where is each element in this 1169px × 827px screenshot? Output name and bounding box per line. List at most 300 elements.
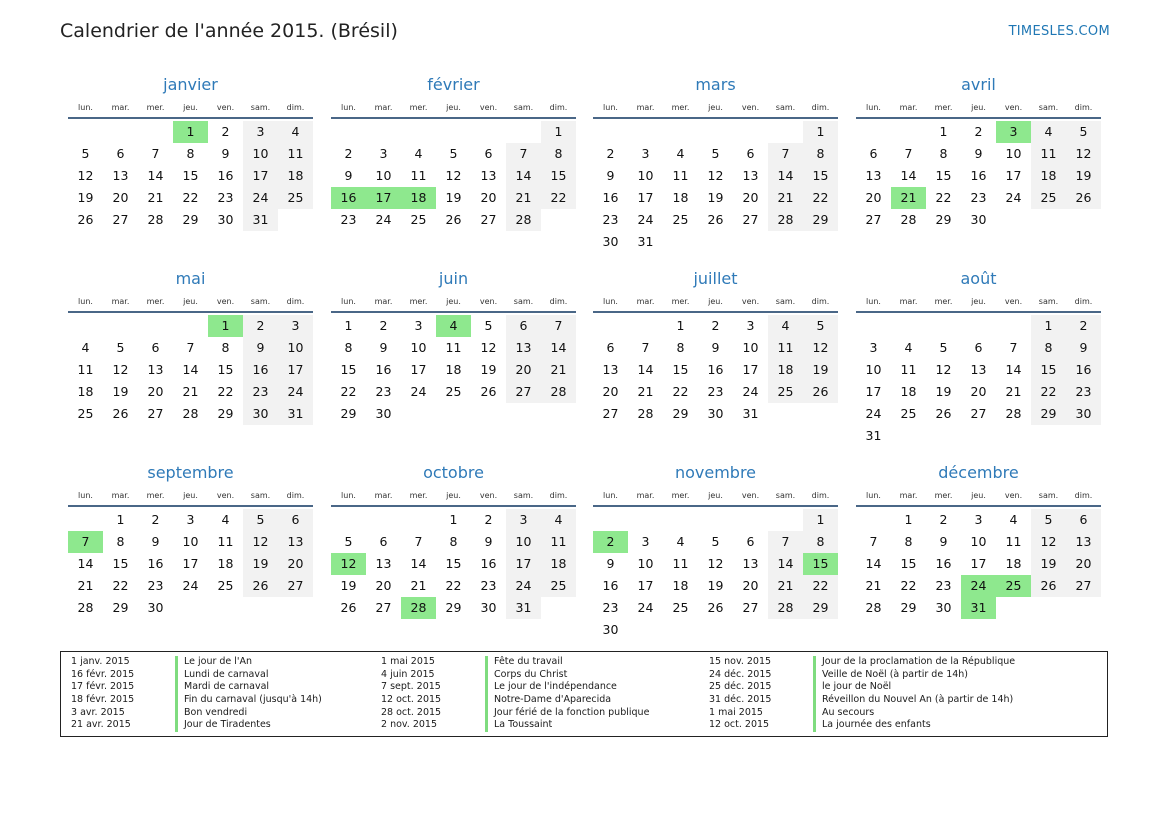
- holiday-day-cell: 12: [331, 553, 366, 575]
- day-cell: 28: [768, 209, 803, 231]
- weekday-label: ven.: [1004, 102, 1023, 112]
- day-cell: 24: [742, 384, 759, 399]
- month-block: [593, 267, 838, 425]
- day-grid: [856, 315, 1101, 447]
- empty-cell: [506, 121, 541, 143]
- day-cell: 4: [414, 146, 423, 161]
- holiday-row: [371, 707, 649, 720]
- day-cell: 12: [243, 531, 278, 553]
- holiday-legend: [60, 651, 1108, 737]
- day-cell: 8: [904, 534, 913, 549]
- day-cell: 20: [742, 578, 759, 593]
- day-cell: 29: [340, 406, 357, 421]
- day-cell: 13: [147, 362, 164, 377]
- day-cell: 4: [81, 340, 90, 355]
- day-cell: 9: [243, 337, 278, 359]
- day-cell: 30: [935, 600, 952, 615]
- day-cell: 6: [974, 340, 983, 355]
- day-grid: [68, 121, 313, 231]
- day-cell: 6: [606, 340, 615, 355]
- weekday-label: lun.: [78, 102, 93, 112]
- day-cell: 25: [1031, 187, 1066, 209]
- day-cell: 28: [506, 209, 541, 231]
- day-cell: 11: [672, 168, 689, 183]
- day-cell: 17: [506, 553, 541, 575]
- weekday-label: dim.: [286, 490, 305, 500]
- day-cell: 24: [243, 187, 278, 209]
- holiday-day-cell: 17: [366, 187, 401, 209]
- holiday-row: [61, 694, 322, 707]
- weekday-label: mer.: [671, 490, 690, 500]
- page-title: Calendrier de l'année 2015. (Brésil): [60, 20, 398, 42]
- holiday-name: Au secours: [813, 707, 874, 720]
- day-cell: 14: [182, 362, 199, 377]
- day-cell: 9: [344, 168, 353, 183]
- day-cell: 19: [243, 553, 278, 575]
- day-cell: 30: [147, 600, 164, 615]
- holiday-name: Lundi de carnaval: [175, 669, 268, 682]
- day-cell: 11: [445, 340, 462, 355]
- day-cell: 29: [217, 406, 234, 421]
- day-cell: 26: [1066, 187, 1101, 209]
- day-cell: 26: [707, 212, 724, 227]
- weekday-label: lun.: [341, 296, 356, 306]
- day-cell: 7: [768, 143, 803, 165]
- day-cell: 31: [742, 406, 759, 421]
- day-cell: 28: [637, 406, 654, 421]
- day-cell: 24: [1005, 190, 1022, 205]
- day-cell: 28: [1005, 406, 1022, 421]
- day-cell: 12: [445, 168, 462, 183]
- day-cell: 2: [344, 146, 353, 161]
- day-cell: 24: [506, 575, 541, 597]
- month-name: décembre: [938, 463, 1019, 482]
- day-cell: 29: [803, 597, 838, 619]
- weekday-label: sam.: [775, 296, 796, 306]
- day-cell: 24: [410, 384, 427, 399]
- day-cell: 30: [707, 406, 724, 421]
- weekday-label: sam.: [775, 490, 796, 500]
- day-cell: 10: [506, 531, 541, 553]
- day-cell: 4: [676, 534, 685, 549]
- day-cell: 11: [217, 534, 234, 549]
- day-cell: 30: [217, 212, 234, 227]
- holiday-day-cell: 24: [961, 575, 996, 597]
- day-cell: 29: [803, 209, 838, 231]
- day-cell: 11: [278, 143, 313, 165]
- weekday-label: mer.: [146, 102, 165, 112]
- day-cell: 28: [900, 212, 917, 227]
- holiday-row: [61, 707, 322, 720]
- day-cell: 10: [410, 340, 427, 355]
- weekday-label: jeu.: [183, 490, 198, 500]
- day-cell: 1: [116, 512, 125, 527]
- day-cell: 11: [1005, 534, 1022, 549]
- day-cell: 27: [742, 212, 759, 227]
- day-cell: 26: [803, 381, 838, 403]
- day-cell: 7: [1009, 340, 1018, 355]
- holiday-row: [699, 694, 1015, 707]
- day-cell: 14: [147, 168, 164, 183]
- holiday-row: [61, 719, 322, 732]
- day-cell: 29: [900, 600, 917, 615]
- day-cell: 12: [707, 168, 724, 183]
- day-cell: 9: [606, 168, 615, 183]
- weekday-label: dim.: [286, 102, 305, 112]
- day-grid: [593, 315, 838, 425]
- day-cell: 12: [1066, 143, 1101, 165]
- day-cell: 12: [112, 362, 129, 377]
- day-cell: 5: [344, 534, 353, 549]
- holiday-day-cell: 18: [401, 187, 436, 209]
- day-cell: 13: [742, 556, 759, 571]
- weekday-label: mer.: [934, 490, 953, 500]
- day-cell: 5: [939, 340, 948, 355]
- day-cell: 2: [243, 315, 278, 337]
- day-cell: 15: [340, 362, 357, 377]
- day-cell: 4: [676, 146, 685, 161]
- day-cell: 3: [869, 340, 878, 355]
- day-cell: 19: [707, 578, 724, 593]
- day-cell: 20: [506, 359, 541, 381]
- day-cell: 24: [375, 212, 392, 227]
- day-cell: 6: [746, 534, 755, 549]
- day-cell: 22: [182, 190, 199, 205]
- day-cell: 16: [480, 556, 497, 571]
- day-cell: 6: [379, 534, 388, 549]
- weekday-header: [331, 485, 576, 507]
- holiday-day-cell: 1: [173, 121, 208, 143]
- holiday-date: 31 déc. 2015: [709, 694, 772, 706]
- weekday-label: mer.: [146, 296, 165, 306]
- weekday-label: mar.: [374, 102, 393, 112]
- weekday-label: sam.: [250, 490, 271, 500]
- empty-cell: [628, 509, 663, 531]
- day-cell: 21: [541, 359, 576, 381]
- month-name: juillet: [693, 269, 738, 288]
- day-cell: 2: [1066, 315, 1101, 337]
- day-cell: 8: [541, 143, 576, 165]
- weekday-header: [593, 97, 838, 119]
- day-cell: 20: [742, 190, 759, 205]
- day-cell: 27: [602, 406, 619, 421]
- day-cell: 3: [379, 146, 388, 161]
- day-cell: 17: [637, 578, 654, 593]
- day-cell: 9: [939, 534, 948, 549]
- day-cell: 7: [186, 340, 195, 355]
- day-grid: [593, 121, 838, 253]
- weekday-label: jeu.: [708, 296, 723, 306]
- day-cell: 1: [541, 121, 576, 143]
- weekday-label: lun.: [603, 102, 618, 112]
- day-cell: 22: [445, 578, 462, 593]
- holiday-date: 25 déc. 2015: [709, 681, 772, 693]
- holiday-name: Le jour de l'indépendance: [485, 681, 617, 694]
- day-cell: 10: [243, 143, 278, 165]
- day-cell: 15: [672, 362, 689, 377]
- weekday-label: dim.: [286, 296, 305, 306]
- day-cell: 17: [243, 165, 278, 187]
- weekday-label: lun.: [603, 490, 618, 500]
- holiday-day-cell: 2: [593, 531, 628, 553]
- holiday-row: [371, 669, 649, 682]
- day-cell: 7: [768, 531, 803, 553]
- empty-cell: [593, 121, 628, 143]
- empty-cell: [103, 121, 138, 143]
- holiday-day-cell: 25: [996, 575, 1031, 597]
- day-cell: 18: [672, 190, 689, 205]
- weekday-label: sam.: [1038, 296, 1059, 306]
- day-cell: 25: [672, 212, 689, 227]
- weekday-label: sam.: [513, 102, 534, 112]
- day-cell: 17: [182, 556, 199, 571]
- day-cell: 2: [939, 512, 948, 527]
- day-cell: 8: [344, 340, 353, 355]
- day-cell: 3: [641, 534, 650, 549]
- weekday-label: mer.: [934, 102, 953, 112]
- day-cell: 7: [541, 315, 576, 337]
- holiday-date: 24 déc. 2015: [709, 668, 772, 680]
- holiday-date: 1 mai 2015: [381, 656, 435, 667]
- empty-cell: [996, 315, 1031, 337]
- day-cell: 30: [375, 406, 392, 421]
- day-cell: 30: [602, 234, 619, 249]
- day-cell: 20: [278, 553, 313, 575]
- day-cell: 5: [1031, 509, 1066, 531]
- day-cell: 29: [672, 406, 689, 421]
- weekday-header: [68, 291, 313, 313]
- day-cell: 7: [414, 534, 423, 549]
- day-cell: 2: [974, 124, 983, 139]
- empty-cell: [733, 121, 768, 143]
- day-cell: 21: [147, 190, 164, 205]
- day-cell: 5: [803, 315, 838, 337]
- empty-cell: [698, 509, 733, 531]
- day-cell: 10: [1005, 146, 1022, 161]
- empty-cell: [436, 121, 471, 143]
- site-link[interactable]: TIMESLES.COM: [1008, 24, 1110, 39]
- day-cell: 19: [1031, 553, 1066, 575]
- day-cell: 23: [602, 212, 619, 227]
- day-cell: 13: [278, 531, 313, 553]
- holiday-row: [371, 681, 649, 694]
- day-cell: 22: [340, 384, 357, 399]
- day-cell: 14: [865, 556, 882, 571]
- day-cell: 1: [344, 318, 353, 333]
- day-cell: 20: [112, 190, 129, 205]
- weekday-label: jeu.: [708, 102, 723, 112]
- day-cell: 6: [1066, 509, 1101, 531]
- weekday-label: jeu.: [446, 102, 461, 112]
- weekday-label: lun.: [78, 490, 93, 500]
- empty-cell: [768, 509, 803, 531]
- holiday-day-cell: 15: [803, 553, 838, 575]
- day-cell: 10: [637, 168, 654, 183]
- day-cell: 8: [186, 146, 195, 161]
- day-cell: 30: [480, 600, 497, 615]
- day-cell: 2: [151, 512, 160, 527]
- weekday-label: ven.: [216, 490, 235, 500]
- day-cell: 5: [1066, 121, 1101, 143]
- weekday-label: dim.: [1074, 296, 1093, 306]
- day-cell: 12: [803, 337, 838, 359]
- holiday-row: [61, 656, 322, 669]
- holiday-row: [699, 669, 1015, 682]
- day-grid: [68, 315, 313, 425]
- day-cell: 14: [768, 165, 803, 187]
- day-cell: 2: [606, 146, 615, 161]
- day-cell: 13: [602, 362, 619, 377]
- day-cell: 1: [939, 124, 948, 139]
- day-cell: 23: [375, 384, 392, 399]
- empty-cell: [401, 121, 436, 143]
- day-cell: 20: [865, 190, 882, 205]
- holiday-row: [371, 694, 649, 707]
- empty-cell: [68, 315, 103, 337]
- weekday-label: mar.: [111, 102, 130, 112]
- day-cell: 14: [768, 553, 803, 575]
- day-cell: 10: [742, 340, 759, 355]
- day-cell: 27: [865, 212, 882, 227]
- month-block: [856, 461, 1101, 619]
- day-cell: 16: [147, 556, 164, 571]
- day-cell: 28: [182, 406, 199, 421]
- day-cell: 5: [116, 340, 125, 355]
- day-cell: 15: [217, 362, 234, 377]
- day-cell: 23: [217, 190, 234, 205]
- day-cell: 13: [506, 337, 541, 359]
- weekday-label: jeu.: [971, 102, 986, 112]
- day-cell: 5: [449, 146, 458, 161]
- holiday-name: Notre-Dame d'Aparecida: [485, 694, 611, 707]
- empty-cell: [138, 121, 173, 143]
- day-cell: 1: [676, 318, 685, 333]
- weekday-label: ven.: [741, 102, 760, 112]
- day-cell: 21: [506, 187, 541, 209]
- day-cell: 12: [707, 556, 724, 571]
- day-cell: 16: [970, 168, 987, 183]
- holiday-name: Fête du travail: [485, 656, 563, 669]
- day-cell: 12: [935, 362, 952, 377]
- day-cell: 21: [410, 578, 427, 593]
- day-cell: 7: [151, 146, 160, 161]
- holiday-row: [699, 681, 1015, 694]
- day-cell: 12: [1031, 531, 1066, 553]
- month-name: août: [960, 269, 997, 288]
- holiday-date: 2 nov. 2015: [381, 719, 437, 731]
- day-cell: 9: [711, 340, 720, 355]
- day-cell: 6: [484, 146, 493, 161]
- day-cell: 23: [970, 190, 987, 205]
- day-cell: 8: [803, 143, 838, 165]
- empty-cell: [733, 509, 768, 531]
- day-cell: 22: [803, 575, 838, 597]
- day-cell: 25: [672, 600, 689, 615]
- day-cell: 17: [1005, 168, 1022, 183]
- day-cell: 4: [1009, 512, 1018, 527]
- day-cell: 20: [147, 384, 164, 399]
- day-cell: 10: [182, 534, 199, 549]
- day-cell: 19: [480, 362, 497, 377]
- day-cell: 17: [742, 362, 759, 377]
- day-cell: 25: [900, 406, 917, 421]
- day-cell: 29: [935, 212, 952, 227]
- day-cell: 8: [676, 340, 685, 355]
- day-cell: 19: [803, 359, 838, 381]
- day-cell: 8: [449, 534, 458, 549]
- day-cell: 28: [768, 597, 803, 619]
- day-cell: 7: [641, 340, 650, 355]
- empty-cell: [401, 509, 436, 531]
- weekday-label: mar.: [374, 296, 393, 306]
- day-cell: 8: [221, 340, 230, 355]
- day-cell: 26: [707, 600, 724, 615]
- empty-cell: [628, 315, 663, 337]
- day-cell: 17: [970, 556, 987, 571]
- day-cell: 16: [935, 556, 952, 571]
- holiday-date: 17 févr. 2015: [71, 681, 135, 693]
- day-cell: 22: [1031, 381, 1066, 403]
- day-cell: 6: [506, 315, 541, 337]
- day-cell: 6: [869, 146, 878, 161]
- empty-cell: [926, 315, 961, 337]
- day-cell: 19: [707, 190, 724, 205]
- day-cell: 5: [711, 146, 720, 161]
- weekday-label: lun.: [341, 490, 356, 500]
- holiday-day-cell: 7: [68, 531, 103, 553]
- weekday-label: jeu.: [183, 296, 198, 306]
- empty-cell: [768, 121, 803, 143]
- day-cell: 22: [935, 190, 952, 205]
- day-cell: 3: [641, 146, 650, 161]
- day-cell: 7: [904, 146, 913, 161]
- weekday-header: [856, 291, 1101, 313]
- weekday-label: sam.: [513, 296, 534, 306]
- weekday-label: ven.: [479, 490, 498, 500]
- day-cell: 25: [77, 406, 94, 421]
- empty-cell: [331, 121, 366, 143]
- day-cell: 22: [112, 578, 129, 593]
- holiday-row: [61, 669, 322, 682]
- holiday-name: La Toussaint: [485, 719, 552, 732]
- day-cell: 21: [865, 578, 882, 593]
- day-cell: 21: [768, 187, 803, 209]
- empty-cell: [663, 121, 698, 143]
- day-cell: 12: [480, 340, 497, 355]
- day-cell: 24: [637, 600, 654, 615]
- day-cell: 13: [112, 168, 129, 183]
- weekday-label: ven.: [216, 102, 235, 112]
- day-cell: 18: [768, 359, 803, 381]
- day-grid: [331, 315, 576, 425]
- weekday-header: [68, 97, 313, 119]
- day-cell: 27: [278, 575, 313, 597]
- day-cell: 18: [445, 362, 462, 377]
- day-cell: 1: [449, 512, 458, 527]
- day-grid: [856, 121, 1101, 231]
- day-cell: 9: [1066, 337, 1101, 359]
- weekday-label: lun.: [866, 490, 881, 500]
- day-cell: 29: [445, 600, 462, 615]
- day-cell: 16: [707, 362, 724, 377]
- day-cell: 23: [340, 212, 357, 227]
- weekday-label: dim.: [811, 102, 830, 112]
- holiday-column: [699, 656, 1015, 732]
- day-cell: 23: [935, 578, 952, 593]
- weekday-header: [331, 97, 576, 119]
- day-cell: 24: [182, 578, 199, 593]
- weekday-label: lun.: [866, 296, 881, 306]
